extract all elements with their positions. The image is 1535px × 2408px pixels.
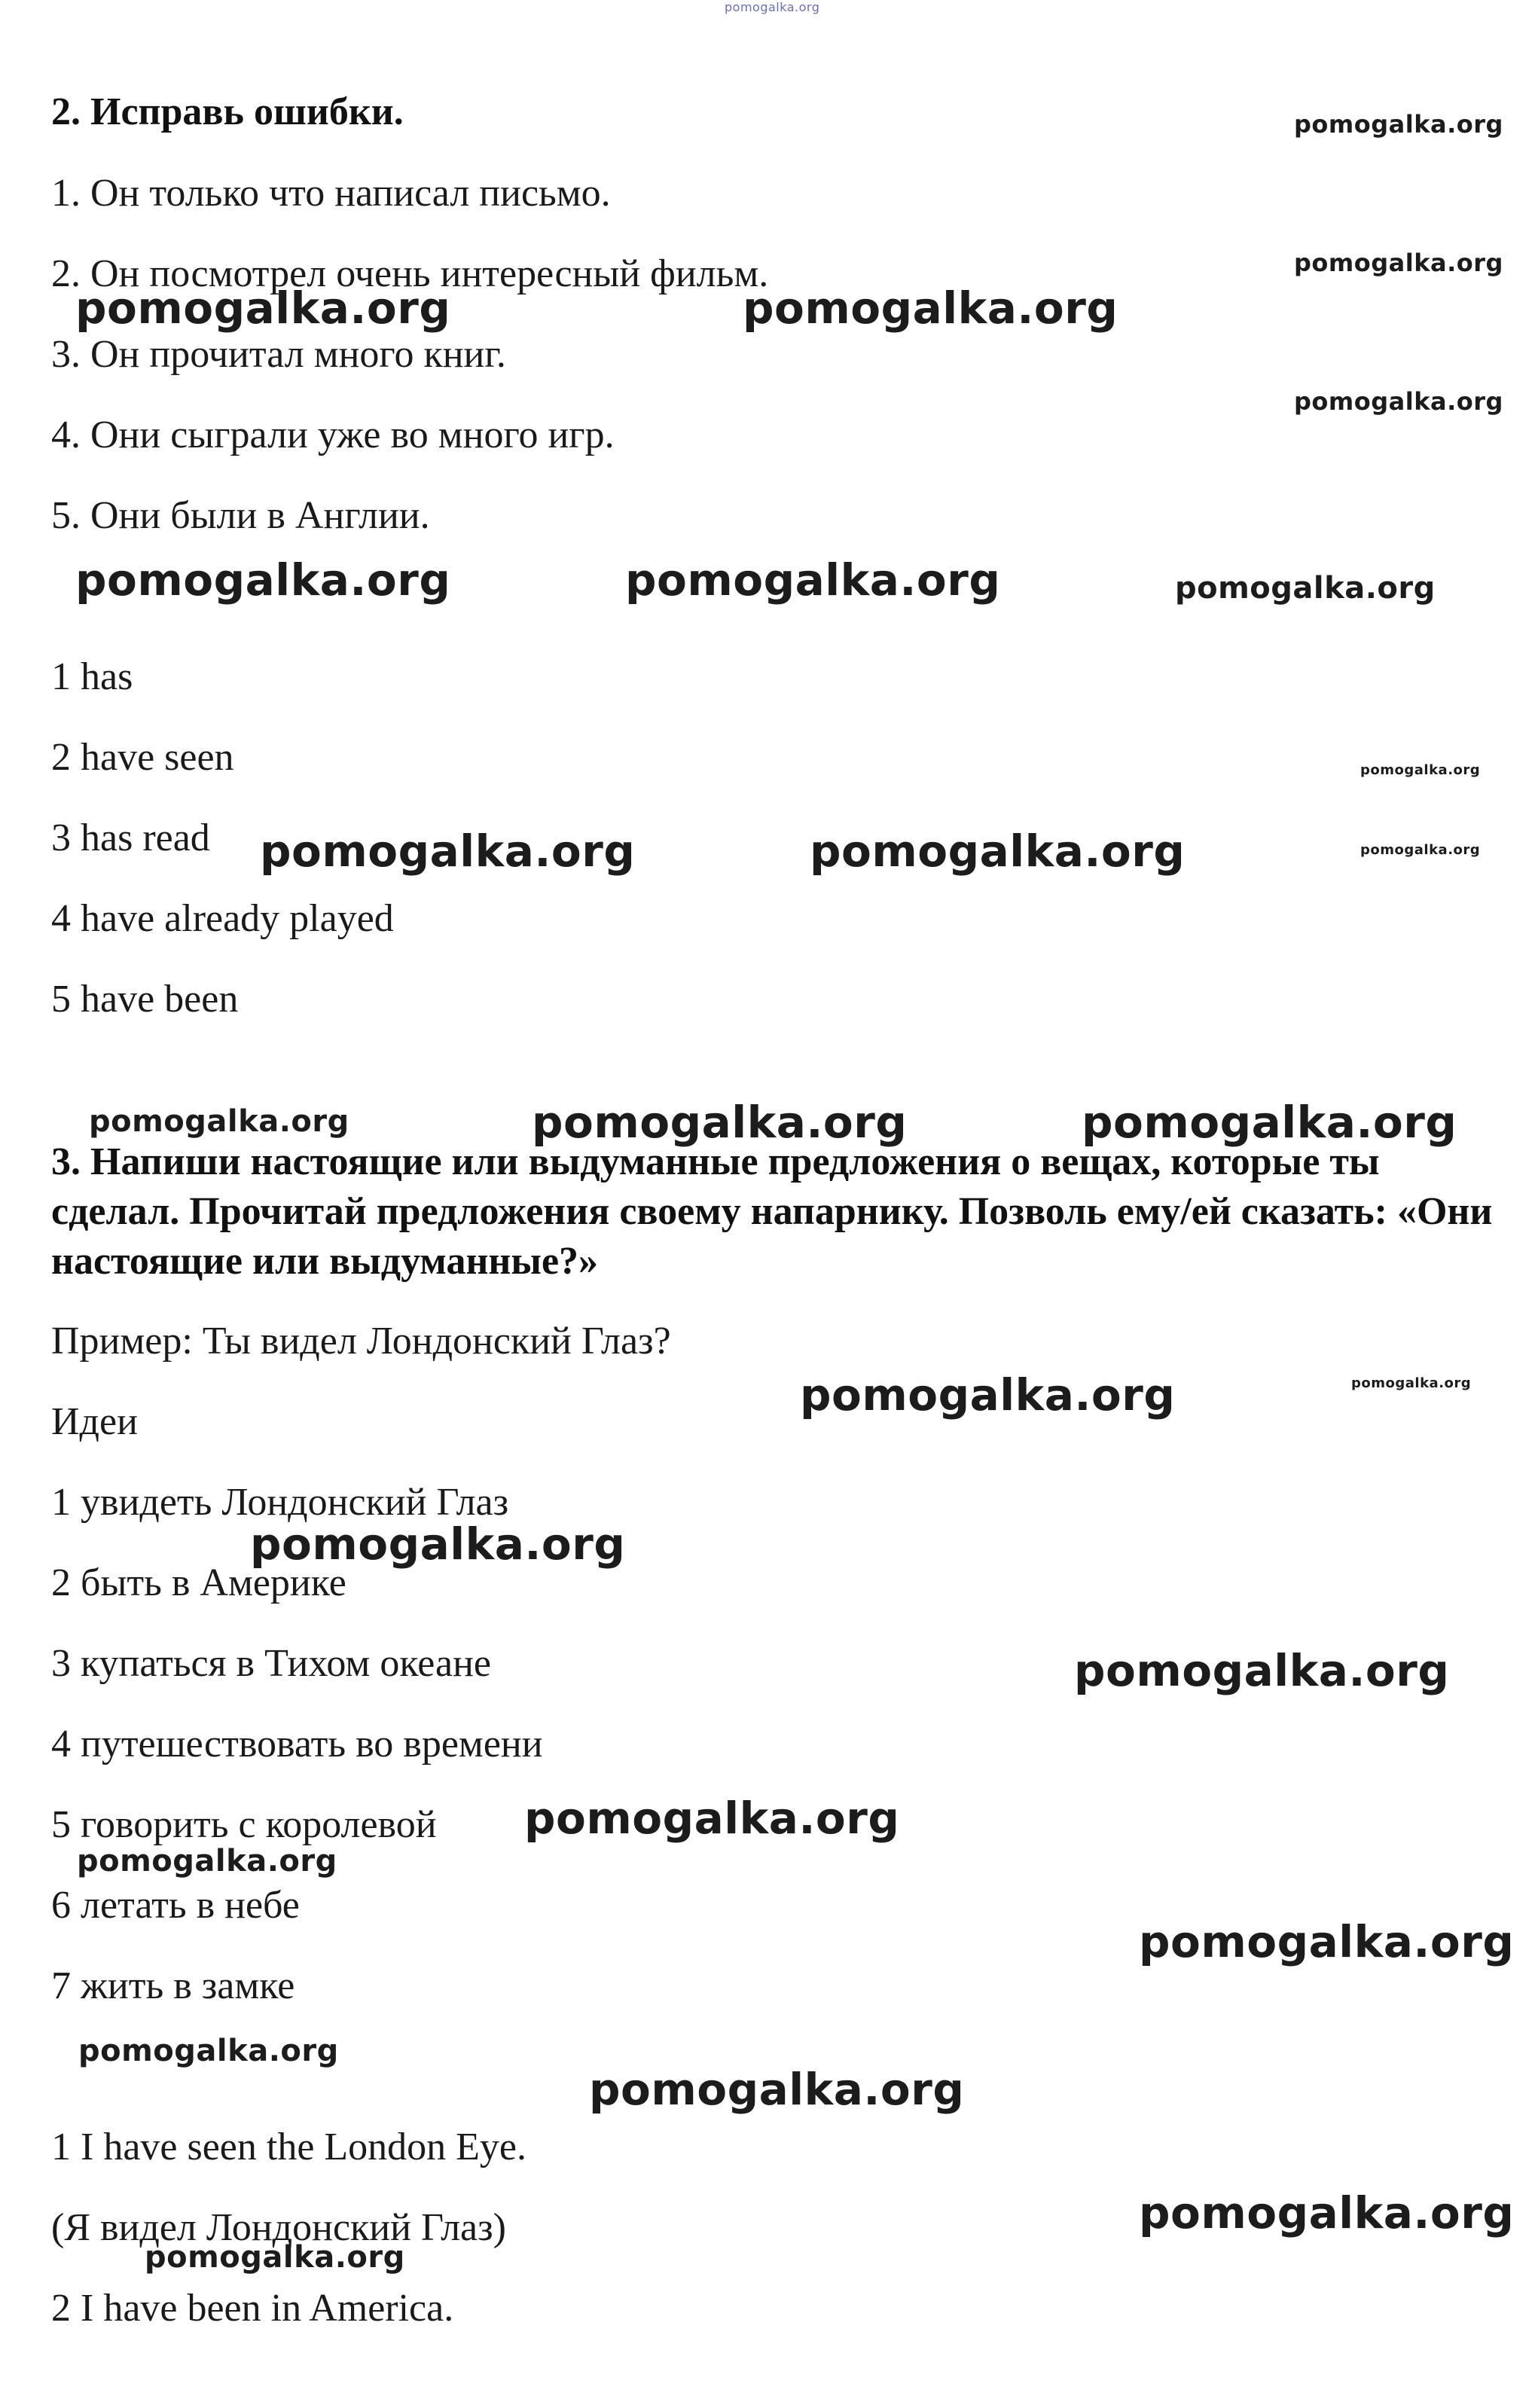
watermark: pomogalka.org (89, 1104, 349, 1139)
watermark: pomogalka.org (743, 282, 1118, 334)
watermark: pomogalka.org (78, 2034, 339, 2068)
exercise-3-idea-2: 2 быть в Америке (51, 1561, 346, 1604)
exercise-2-answer-2: 2 have seen (51, 736, 234, 779)
watermark: pomogalka.org (75, 282, 451, 334)
watermark: pomogalka.org (1139, 1916, 1515, 1967)
watermark: pomogalka.org (1074, 1645, 1450, 1696)
watermark: pomogalka.org (589, 2064, 965, 2115)
exercise-2-answer-3: 3 has read (51, 816, 210, 859)
exercise-2-answer-4: 4 have already played (51, 897, 394, 940)
exercise-2-sentence-3: 3. Он прочитал много книг. (51, 333, 506, 376)
watermark: pomogalka.org (532, 1097, 908, 1148)
watermark: pomogalka.org (1351, 1375, 1472, 1391)
watermark: pomogalka.org (1175, 571, 1436, 606)
exercise-2-title: 2. Исправь ошибки. (51, 90, 404, 133)
exercise-3-ideas-label: Идеи (51, 1400, 138, 1443)
exercise-3-idea-1: 1 увидеть Лондонский Глаз (51, 1481, 509, 1524)
exercise-3-idea-4: 4 путешествовать во времени (51, 1723, 543, 1766)
exercise-3-answer-1-translation: (Я видел Лондонский Глаз) (51, 2206, 506, 2249)
exercise-3-idea-6: 6 летать в небе (51, 1884, 300, 1927)
exercise-3-example: Пример: Ты видел Лондонский Глаз? (51, 1320, 671, 1363)
exercise-3-title: 3. Напиши настоящие или выдуманные предложения о вещах, которые ты сделал. Прочитай предложения своему напарнику. Позволь ему/ей сказать: «Они настоящие или выдуманные?» (51, 1140, 1493, 1283)
watermark: pomogalka.org (145, 2240, 405, 2275)
exercise-3-idea-3: 3 купаться в Тихом океане (51, 1642, 491, 1685)
watermark: pomogalka.org (1294, 387, 1503, 416)
exercise-2-sentence-5: 5. Они были в Англии. (51, 494, 430, 537)
watermark: pomogalka.org (77, 1844, 337, 1878)
watermark: pomogalka.org (1294, 110, 1503, 139)
watermark: pomogalka.org (725, 0, 820, 14)
watermark: pomogalka.org (75, 554, 451, 606)
watermark: pomogalka.org (800, 1369, 1176, 1421)
exercise-2-sentence-2: 2. Он посмотрел очень интересный фильм. (51, 252, 769, 295)
watermark: pomogalka.org (1139, 2187, 1515, 2239)
exercise-2-sentence-1: 1. Он только что написал письмо. (51, 172, 611, 215)
exercise-2-answer-5: 5 have been (51, 978, 239, 1021)
watermark: pomogalka.org (1360, 842, 1481, 858)
exercise-3-answer-2: 2 I have been in America. (51, 2287, 454, 2330)
watermark: pomogalka.org (1294, 249, 1503, 277)
exercise-2-answer-1: 1 has (51, 655, 133, 698)
watermark: pomogalka.org (625, 554, 1001, 606)
watermark: pomogalka.org (1360, 762, 1481, 778)
watermark: pomogalka.org (810, 826, 1186, 877)
watermark: pomogalka.org (260, 826, 636, 877)
watermark: pomogalka.org (524, 1793, 900, 1844)
exercise-3-idea-5: 5 говорить с королевой (51, 1803, 437, 1846)
exercise-3-idea-7: 7 жить в замке (51, 1964, 295, 2007)
exercise-2-sentence-4: 4. Они сыграли уже во много игр. (51, 414, 615, 456)
exercise-3-answer-1: 1 I have seen the London Eye. (51, 2126, 527, 2168)
watermark: pomogalka.org (250, 1518, 626, 1570)
watermark: pomogalka.org (1082, 1097, 1457, 1148)
